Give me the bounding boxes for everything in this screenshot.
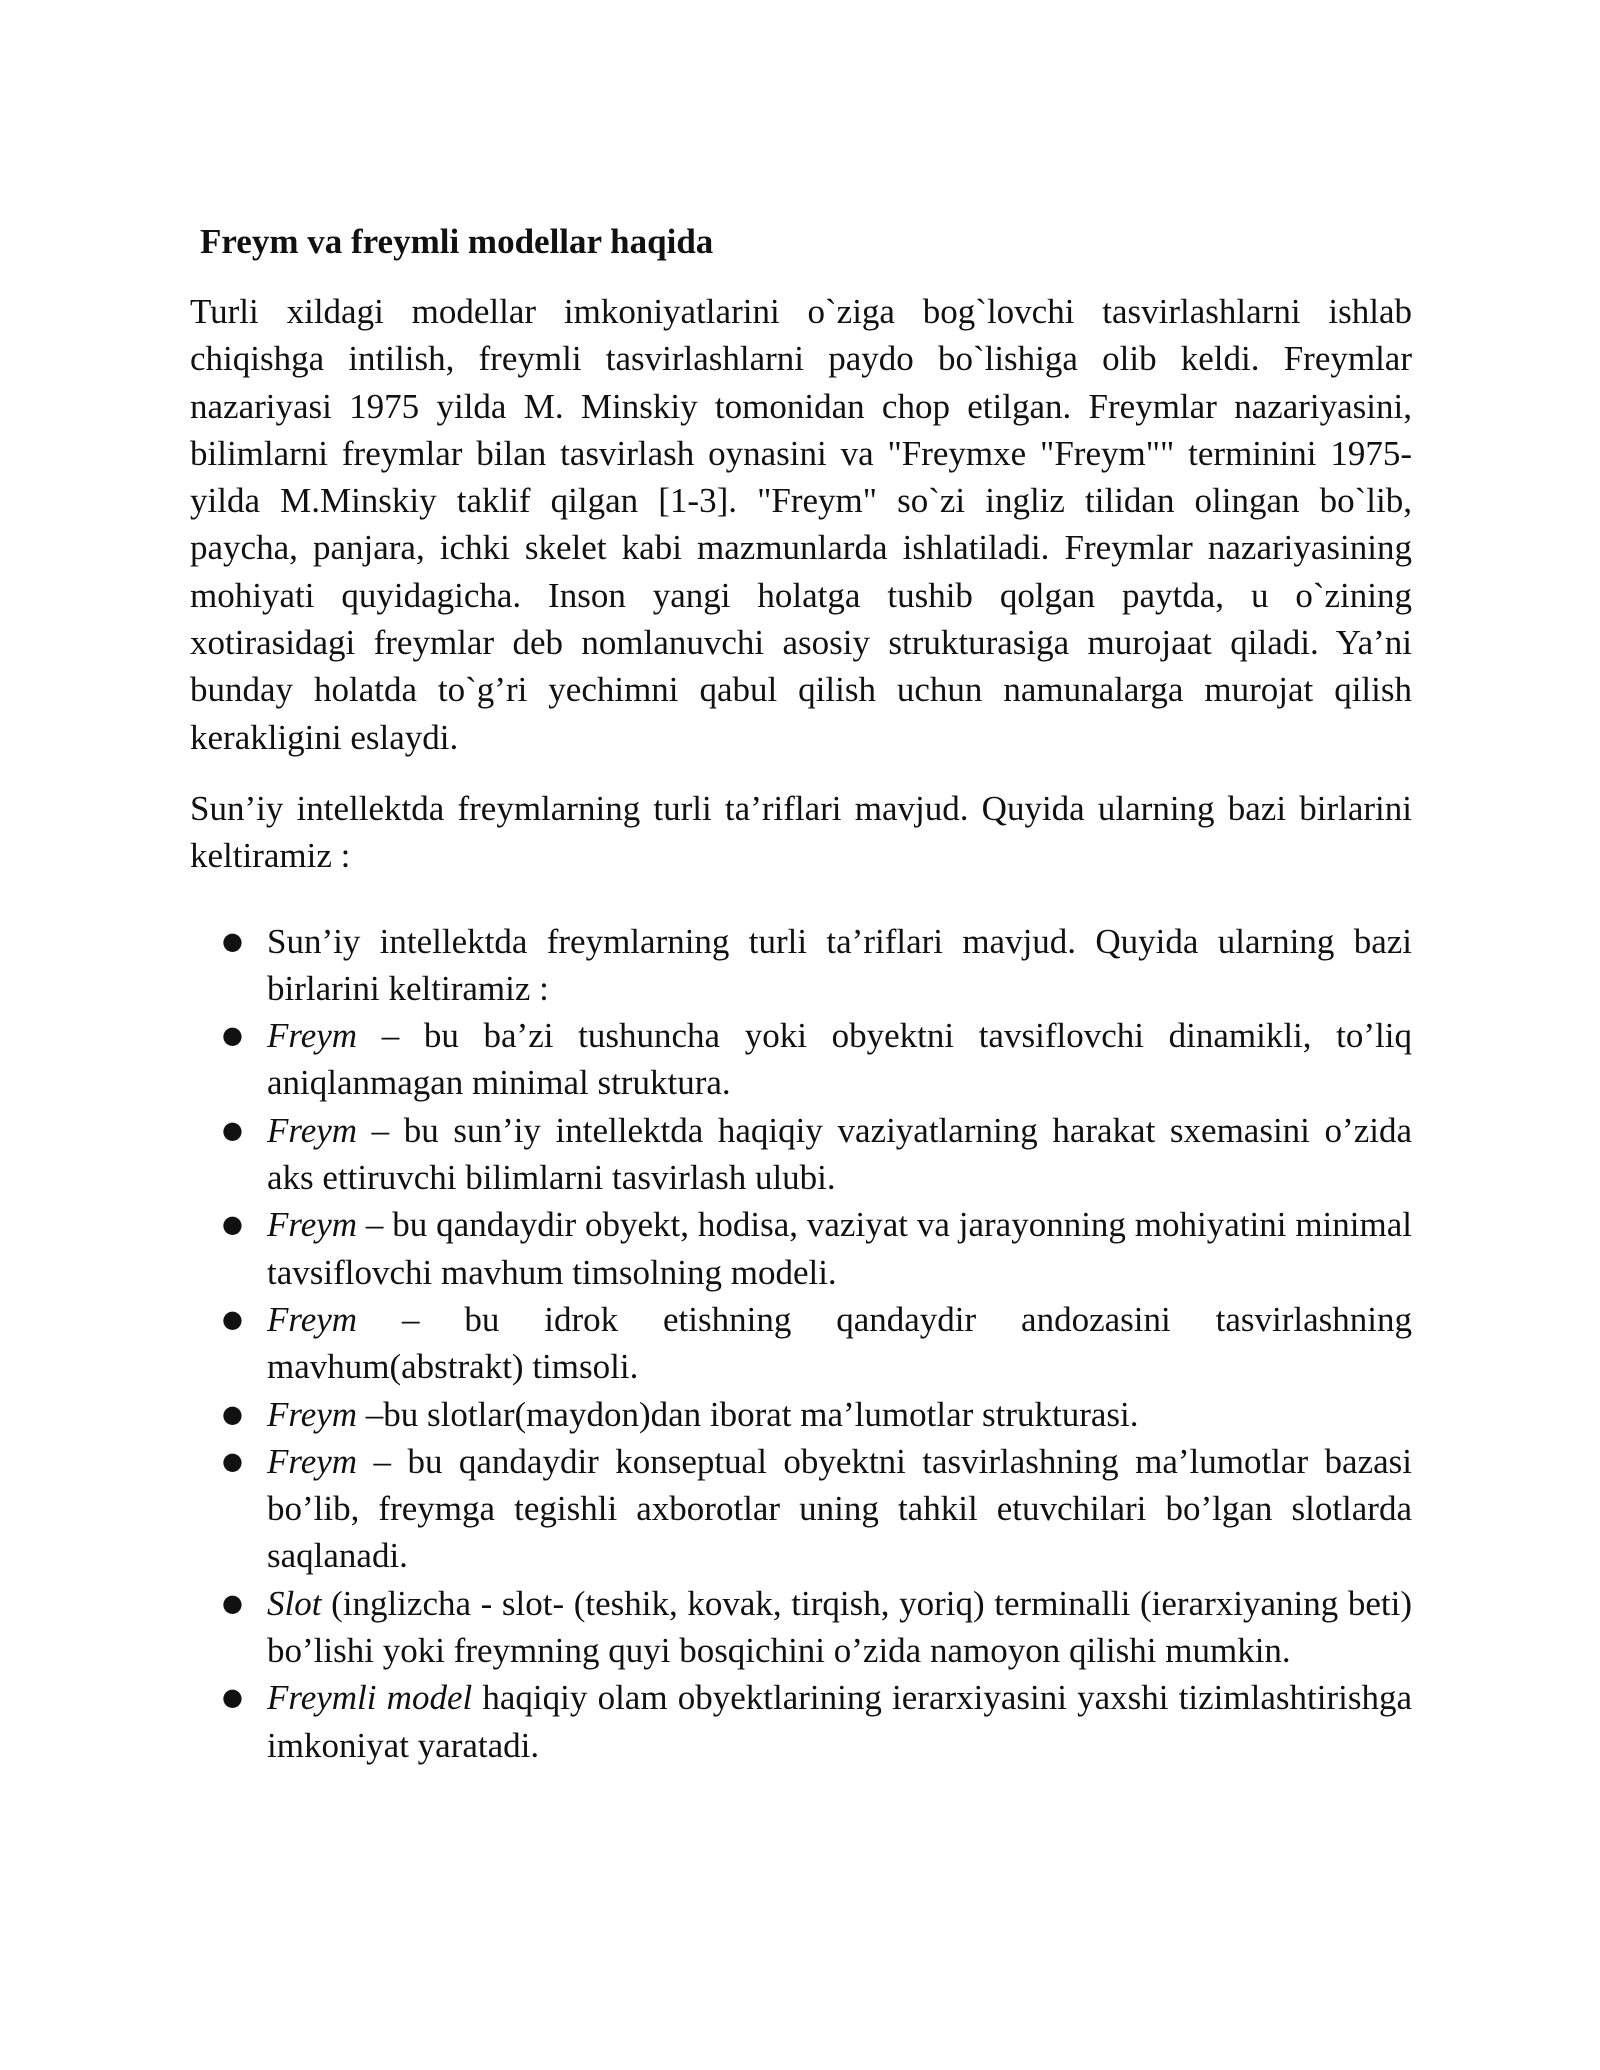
bullet-icon: ● <box>222 1588 243 1617</box>
list-item-term: Freym <box>267 1205 358 1245</box>
bullet-icon: ● <box>222 1683 243 1712</box>
list-item-term: Freym <box>267 1110 358 1150</box>
bullet-icon: ● <box>222 1210 243 1239</box>
list-item-term: Freym <box>267 1016 358 1056</box>
list-item-text: – bu idrok etishning qandaydir andozasini tasvirlashning mavhum(abstrakt) timsoli. <box>267 1299 1412 1387</box>
list-item-text: – bu qandaydir obyekt, hodisa, vaziyat va jarayonning mohiyatini minimal tavsiflovchi mavhum timsolning modeli. <box>267 1205 1412 1292</box>
list-item <box>190 1107 1412 1202</box>
intro-paragraph: Turli xildagi modellar imkoniyatlarini o`ziga bog`lovchi tasvirlashlarni ishlab chiqishga intilish, freymli tasvirlashlarni paydo bo`lishiga olib keldi. Freymlar nazariyasi 1975 yilda M. Minskiy tomonidan chop etilgan. Freymlar nazariyasini, bilimlarni freymlar bilan tasvirlash oynasini va "Freymxe "Freym"" terminini 1975-yilda M.Minskiy taklif qilgan [1-3]. "Freym" so`zi ingliz tilidan olingan bo`lib, paycha, panjara, ichki skelet kabi mazmunlarda ishlatiladi. Freymlar nazariyasining mohiyati quyidagicha. Inson yangi holatga tushib qolgan paytda, u o`zining xotirasidagi freymlar deb nomlanuvchi asosiy strukturasiga murojaat qiladi. Ya’ni bunday holatda to`g’ri yechimni qabul qilish uchun namunalarga murojat qilish kerakligini eslaydi. <box>190 292 1412 757</box>
bullet-icon: ● <box>222 1021 243 1050</box>
list-item <box>190 1438 1412 1580</box>
list-item <box>190 1012 1412 1107</box>
list-item-term: Freym <box>267 1441 358 1481</box>
list-item <box>190 1296 1412 1391</box>
list-item-text: – bu qandaydir konseptual obyektni tasvirlashning ma’lumotlar bazasi bo’lib, freymga tegishli axborotlar uning tahkil etuvchilari bo’lgan slotlarda saqlanadi. <box>267 1441 1412 1576</box>
list-item <box>190 1201 1412 1296</box>
list-item <box>190 1674 1412 1769</box>
list-item-term: Freym <box>267 1394 358 1434</box>
bullet-icon: ● <box>222 1446 243 1475</box>
list-item-text: – bu ba’zi tushuncha yoki obyektni tavsiflovchi dinamikli, to’liq aniqlanmagan minimal struktura. <box>267 1016 1412 1103</box>
list-item <box>190 1391 1412 1438</box>
bullet-icon: ● <box>222 1399 243 1428</box>
list-item-text: Sun’iy intellektda freymlarning turli ta’riflari mavjud. Quyida ularning bazi birlarini keltiramiz : <box>267 921 1412 1008</box>
list-item <box>190 918 1412 1013</box>
definitions-list <box>190 918 1412 1769</box>
bullet-icon: ● <box>222 926 243 955</box>
list-item-term: Freymli model <box>267 1678 473 1718</box>
list-item-text: (inglizcha - slot- (teshik, kovak, tirqish, yoriq) terminalli (ierarxiyaning beti) bo’lishi yoki freymning quyi bosqichini o’zida namoyon qilishi mumkin. <box>267 1583 1412 1671</box>
list-item <box>190 1580 1412 1675</box>
list-item-text: haqiqiy olam obyektlarining ierarxiyasini yaxshi tizimlashtirishga imkoniyat yaratadi. <box>267 1678 1412 1765</box>
bullet-icon: ● <box>222 1304 243 1333</box>
document-title: Freym va freymli modellar haqida <box>200 222 714 261</box>
list-item-text: – bu sun’iy intellektda haqiqiy vaziyatlarning harakat sxemasini o’zida aks ettiruvchi bilimlarni tasvirlash ulubi. <box>267 1110 1412 1198</box>
bullet-icon: ● <box>222 1115 243 1144</box>
list-item-text: –bu slotlar(maydon)dan iborat ma’lumotlar strukturasi. <box>357 1394 1139 1434</box>
list-item-term: Slot <box>267 1583 322 1623</box>
definitions-lead-paragraph: Sun’iy intellektda freymlarning turli ta’riflari mavjud. Quyida ularning bazi birlarini keltiramiz : <box>190 788 1412 876</box>
list-item-term: Freym <box>267 1299 358 1339</box>
document-page <box>190 218 1412 1769</box>
